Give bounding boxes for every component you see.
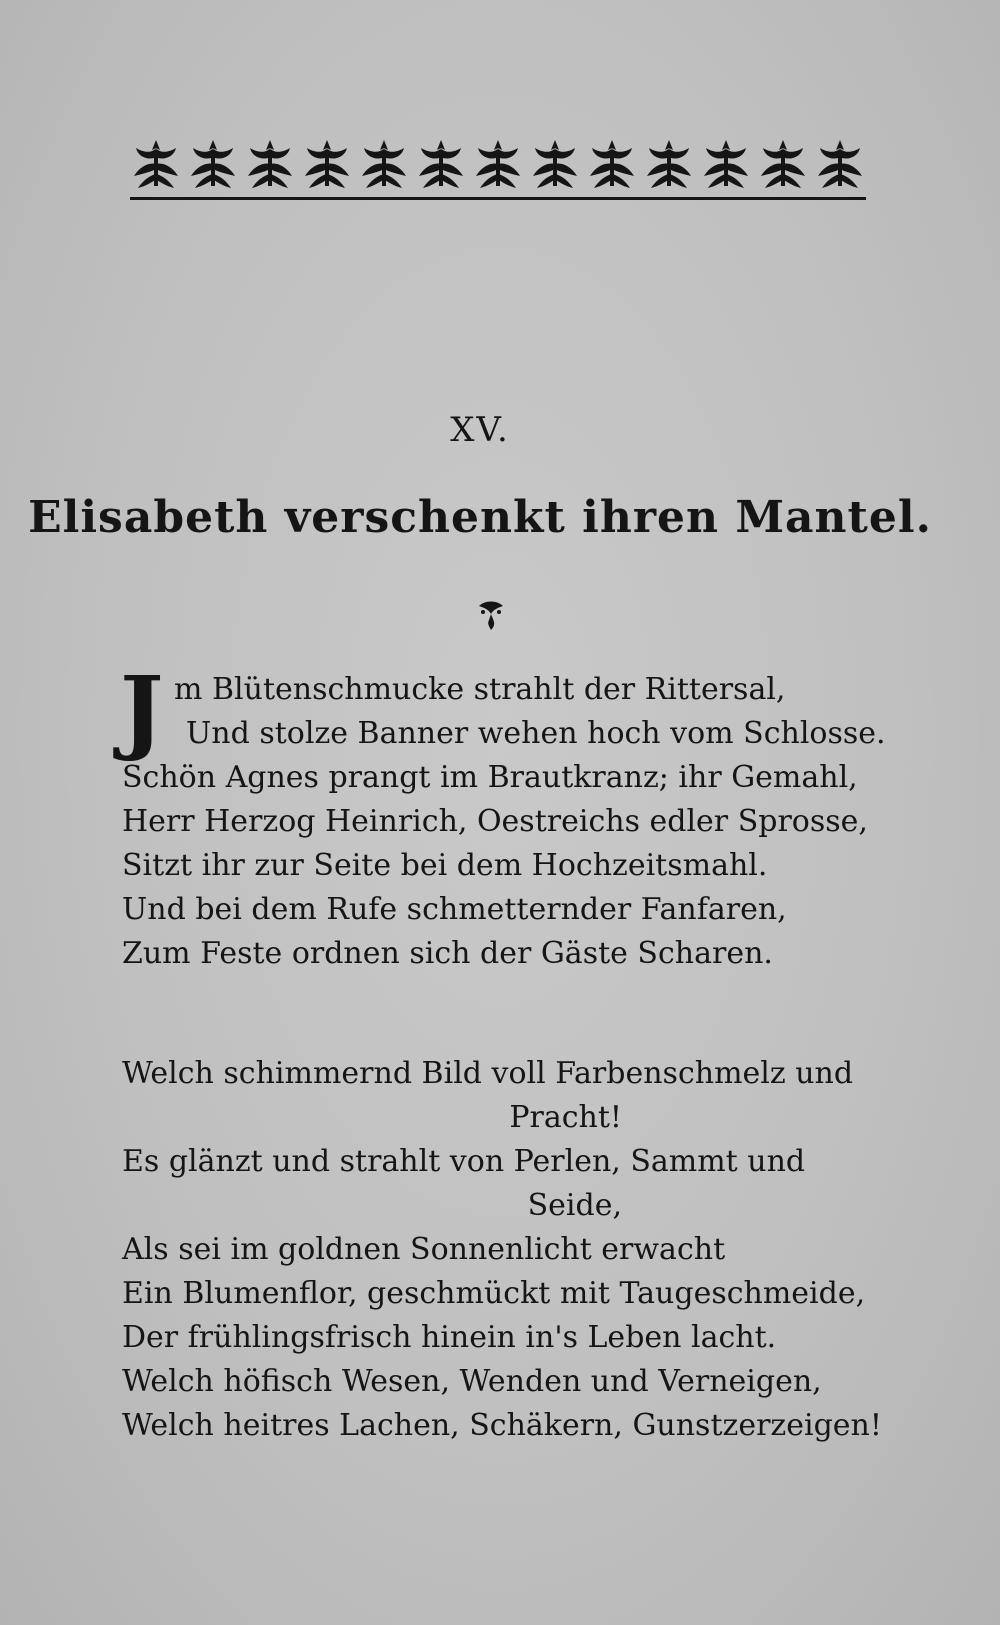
verse-turnover: Seide, [527,1188,622,1223]
fleuron-icon [586,136,638,192]
verse-line: Der frühlingsfrisch hinein in's Leben lacht. [122,1320,777,1355]
verse-line: Ein Blumenflor, geschmückt mit Taugeschmeide, [122,1276,866,1311]
header-rule [130,197,866,200]
fleuron-icon [757,136,809,192]
verse-line: Welch heitres Lachen, Schäkern, Gunstzerzeigen! [122,1408,882,1443]
verse-line: m Blütenschmucke strahlt der Rittersal, [174,672,786,707]
verse-line: Es glänzt und strahlt von Perlen, Sammt und [122,1144,806,1179]
verse-line: Und bei dem Rufe schmetternder Fanfaren, [122,892,787,927]
verse-line: Welch schimmernd Bild voll Farbenschmelz und [122,1056,854,1091]
stanza-1 [120,656,886,976]
fleuron-icon [130,136,182,192]
verse-turnover: Pracht! [509,1100,622,1135]
verse-line: Welch höfisch Wesen, Wenden und Verneigen, [122,1364,822,1399]
header-ornament-band [130,136,866,202]
fleuron-icon [244,136,296,192]
verse-line: Herr Herzog Heinrich, Oestreichs edler Sprosse, [122,804,868,839]
drop-cap: J [120,656,164,764]
fleuron-icon [700,136,752,192]
verse-line: Schön Agnes prangt im Brautkranz; ihr Gemahl, [122,760,858,795]
verse-line: Als sei im goldnen Sonnenlicht erwacht [122,1232,726,1267]
fleuron-icon [358,136,410,192]
fleuron-icon [529,136,581,192]
fleuron-icon [187,136,239,192]
fleuron-icon [472,136,524,192]
chapter-title: Elisabeth verschenkt ihren Mantel. [28,492,932,543]
fleuron-icon [643,136,695,192]
fleuron-row [130,136,866,192]
verse-line: Zum Feste ordnen sich der Gäste Scharen. [122,936,773,971]
fleuron-icon [814,136,866,192]
fleuron-ornament-icon [471,598,511,634]
verse-line: Sitzt ihr zur Seite bei dem Hochzeitsmahl. [122,848,768,883]
verse-line: Und stolze Banner wehen hoch vom Schlosse. [186,716,886,751]
chapter-number: XV. [450,410,510,450]
fleuron-icon [301,136,353,192]
stanza-2 [122,1052,882,1448]
fleuron-icon [415,136,467,192]
